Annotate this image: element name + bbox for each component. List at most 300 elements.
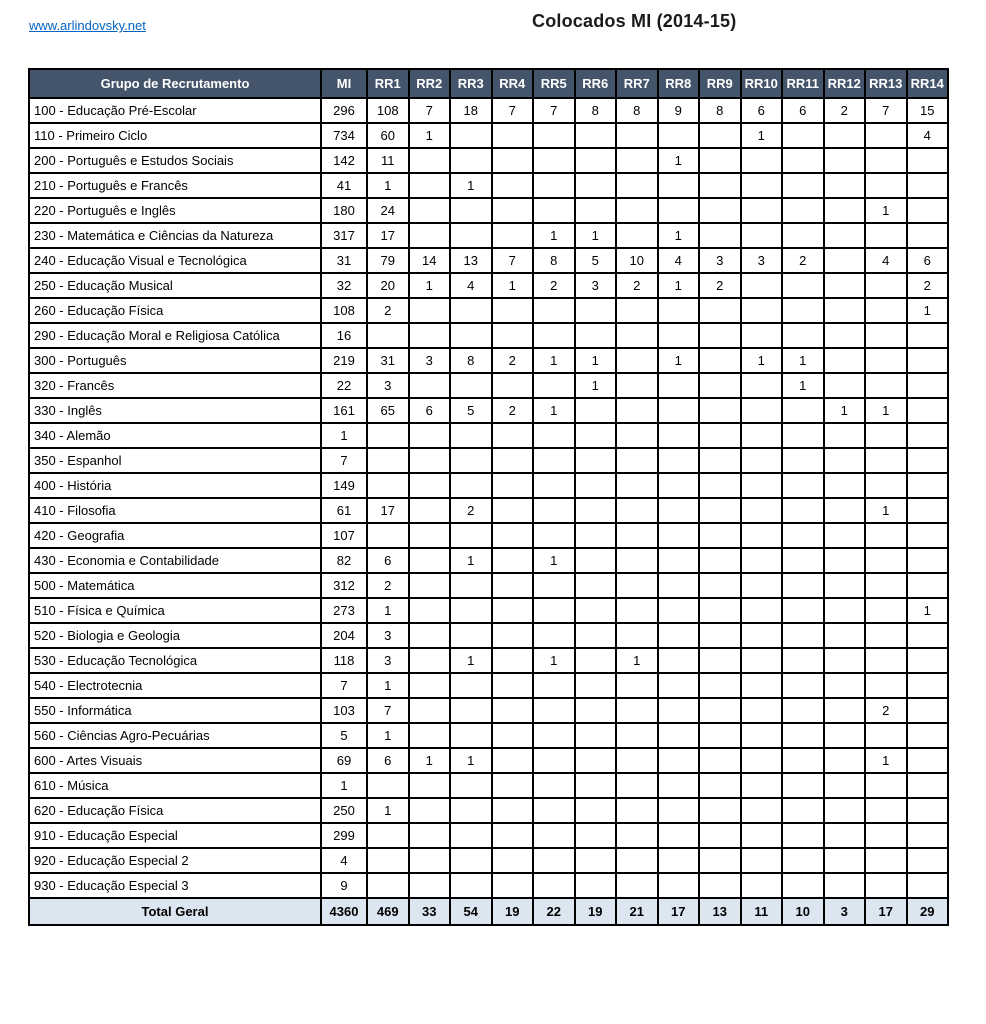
value-cell xyxy=(824,673,866,698)
value-cell xyxy=(450,598,492,623)
value-cell xyxy=(824,798,866,823)
value-cell xyxy=(658,423,700,448)
row-label: 220 - Português e Inglês xyxy=(29,198,321,223)
column-header-rr2: RR2 xyxy=(409,69,451,98)
table-row xyxy=(29,323,948,348)
value-cell: 1 xyxy=(824,398,866,423)
value-cell xyxy=(409,298,451,323)
value-cell: 1 xyxy=(533,548,575,573)
value-cell xyxy=(492,748,534,773)
table-row xyxy=(29,798,948,823)
column-header-rr5: RR5 xyxy=(533,69,575,98)
value-cell: 2 xyxy=(450,498,492,523)
column-header-rr14: RR14 xyxy=(907,69,949,98)
value-cell xyxy=(699,823,741,848)
value-cell xyxy=(658,723,700,748)
value-cell xyxy=(492,298,534,323)
value-cell: 1 xyxy=(575,373,617,398)
value-cell xyxy=(782,598,824,623)
value-cell xyxy=(575,123,617,148)
value-cell xyxy=(450,198,492,223)
row-label: 920 - Educação Especial 2 xyxy=(29,848,321,873)
value-cell: 7 xyxy=(533,98,575,123)
value-cell xyxy=(907,473,949,498)
value-cell xyxy=(533,873,575,898)
value-cell: 1 xyxy=(450,648,492,673)
value-cell xyxy=(824,298,866,323)
value-cell xyxy=(450,223,492,248)
value-cell xyxy=(492,148,534,173)
table-row xyxy=(29,748,948,773)
value-cell xyxy=(450,873,492,898)
value-cell xyxy=(782,473,824,498)
value-cell xyxy=(492,823,534,848)
value-cell: 1 xyxy=(865,748,907,773)
value-cell xyxy=(658,548,700,573)
value-cell xyxy=(865,823,907,848)
value-cell xyxy=(824,523,866,548)
value-cell: 1 xyxy=(409,273,451,298)
value-cell: 3 xyxy=(699,248,741,273)
row-label: 500 - Matemática xyxy=(29,573,321,598)
value-cell xyxy=(741,798,783,823)
value-cell xyxy=(575,723,617,748)
value-cell xyxy=(450,373,492,398)
column-header-rr3: RR3 xyxy=(450,69,492,98)
total-value-cell: 469 xyxy=(367,898,409,925)
value-cell: 8 xyxy=(616,98,658,123)
value-cell xyxy=(533,448,575,473)
value-cell: 17 xyxy=(367,498,409,523)
value-cell xyxy=(616,698,658,723)
value-cell: 31 xyxy=(367,348,409,373)
value-cell: 1 xyxy=(367,798,409,823)
column-header-grupo: Grupo de Recrutamento xyxy=(29,69,321,98)
total-value-cell: 33 xyxy=(409,898,451,925)
value-cell xyxy=(824,873,866,898)
value-cell xyxy=(575,623,617,648)
value-cell: 1 xyxy=(492,273,534,298)
value-cell xyxy=(699,598,741,623)
value-cell xyxy=(616,173,658,198)
value-cell xyxy=(492,173,534,198)
value-cell: 103 xyxy=(321,698,367,723)
row-label: 620 - Educação Física xyxy=(29,798,321,823)
value-cell xyxy=(533,623,575,648)
row-label: 560 - Ciências Agro-Pecuárias xyxy=(29,723,321,748)
value-cell: 108 xyxy=(367,98,409,123)
value-cell xyxy=(658,848,700,873)
value-cell xyxy=(782,798,824,823)
site-link[interactable]: www.arlindovsky.net xyxy=(29,18,146,33)
value-cell: 18 xyxy=(450,98,492,123)
total-value-cell: 54 xyxy=(450,898,492,925)
value-cell xyxy=(865,173,907,198)
value-cell xyxy=(741,623,783,648)
value-cell: 180 xyxy=(321,198,367,223)
value-cell xyxy=(699,448,741,473)
value-cell xyxy=(492,673,534,698)
value-cell xyxy=(575,773,617,798)
value-cell xyxy=(575,198,617,223)
value-cell xyxy=(741,498,783,523)
value-cell: 2 xyxy=(865,698,907,723)
table-row xyxy=(29,173,948,198)
total-value-cell: 3 xyxy=(824,898,866,925)
value-cell xyxy=(616,773,658,798)
value-cell: 7 xyxy=(865,98,907,123)
value-cell xyxy=(907,673,949,698)
value-cell: 1 xyxy=(782,348,824,373)
value-cell xyxy=(782,773,824,798)
value-cell xyxy=(741,373,783,398)
value-cell xyxy=(533,173,575,198)
table-row xyxy=(29,848,948,873)
value-cell xyxy=(824,273,866,298)
row-label: 910 - Educação Especial xyxy=(29,823,321,848)
value-cell xyxy=(907,398,949,423)
value-cell: 8 xyxy=(699,98,741,123)
row-label: 260 - Educação Física xyxy=(29,298,321,323)
value-cell xyxy=(533,123,575,148)
value-cell xyxy=(699,648,741,673)
value-cell xyxy=(782,448,824,473)
value-cell xyxy=(699,798,741,823)
value-cell: 1 xyxy=(533,348,575,373)
value-cell: 32 xyxy=(321,273,367,298)
value-cell xyxy=(782,873,824,898)
value-cell: 1 xyxy=(367,673,409,698)
table-row xyxy=(29,548,948,573)
value-cell xyxy=(658,398,700,423)
table-row xyxy=(29,823,948,848)
value-cell: 317 xyxy=(321,223,367,248)
value-cell xyxy=(575,748,617,773)
value-cell: 7 xyxy=(367,698,409,723)
value-cell xyxy=(492,448,534,473)
value-cell xyxy=(533,423,575,448)
value-cell: 22 xyxy=(321,373,367,398)
value-cell: 2 xyxy=(616,273,658,298)
value-cell xyxy=(450,298,492,323)
value-cell xyxy=(907,723,949,748)
value-cell: 161 xyxy=(321,398,367,423)
value-cell xyxy=(575,323,617,348)
value-cell: 1 xyxy=(658,273,700,298)
value-cell xyxy=(782,173,824,198)
value-cell xyxy=(699,423,741,448)
value-cell: 17 xyxy=(367,223,409,248)
value-cell xyxy=(741,598,783,623)
value-cell: 312 xyxy=(321,573,367,598)
value-cell: 8 xyxy=(575,98,617,123)
row-label: 340 - Alemão xyxy=(29,423,321,448)
value-cell xyxy=(907,698,949,723)
value-cell xyxy=(450,773,492,798)
value-cell xyxy=(741,748,783,773)
value-cell: 1 xyxy=(658,223,700,248)
value-cell xyxy=(907,773,949,798)
value-cell xyxy=(699,873,741,898)
value-cell: 1 xyxy=(575,223,617,248)
value-cell: 273 xyxy=(321,598,367,623)
value-cell xyxy=(741,648,783,673)
value-cell xyxy=(741,473,783,498)
value-cell xyxy=(616,373,658,398)
value-cell xyxy=(699,698,741,723)
value-cell xyxy=(450,723,492,748)
table-row xyxy=(29,723,948,748)
value-cell xyxy=(824,648,866,673)
value-cell xyxy=(865,548,907,573)
value-cell xyxy=(575,873,617,898)
value-cell xyxy=(658,648,700,673)
value-cell: 20 xyxy=(367,273,409,298)
value-cell xyxy=(658,448,700,473)
value-cell: 1 xyxy=(450,748,492,773)
value-cell xyxy=(533,523,575,548)
value-cell xyxy=(782,323,824,348)
value-cell xyxy=(741,573,783,598)
table-row xyxy=(29,398,948,423)
value-cell xyxy=(450,423,492,448)
value-cell xyxy=(658,873,700,898)
column-header-rr8: RR8 xyxy=(658,69,700,98)
value-cell xyxy=(741,698,783,723)
total-value-cell: 10 xyxy=(782,898,824,925)
value-cell xyxy=(409,623,451,648)
value-cell xyxy=(616,498,658,523)
value-cell: 204 xyxy=(321,623,367,648)
value-cell xyxy=(409,173,451,198)
value-cell xyxy=(450,798,492,823)
value-cell: 16 xyxy=(321,323,367,348)
value-cell xyxy=(824,848,866,873)
value-cell: 1 xyxy=(321,423,367,448)
value-cell xyxy=(699,223,741,248)
value-cell xyxy=(533,723,575,748)
value-cell: 6 xyxy=(367,548,409,573)
value-cell xyxy=(658,198,700,223)
value-cell xyxy=(575,548,617,573)
value-cell: 3 xyxy=(409,348,451,373)
value-cell: 6 xyxy=(367,748,409,773)
value-cell xyxy=(782,298,824,323)
value-cell: 14 xyxy=(409,248,451,273)
table-row xyxy=(29,448,948,473)
value-cell xyxy=(616,823,658,848)
column-header-rr7: RR7 xyxy=(616,69,658,98)
value-cell xyxy=(492,573,534,598)
value-cell xyxy=(824,173,866,198)
value-cell: 149 xyxy=(321,473,367,498)
value-cell xyxy=(409,373,451,398)
value-cell xyxy=(824,773,866,798)
value-cell xyxy=(409,498,451,523)
value-cell xyxy=(533,598,575,623)
value-cell xyxy=(658,598,700,623)
value-cell xyxy=(658,173,700,198)
value-cell xyxy=(492,873,534,898)
value-cell xyxy=(658,298,700,323)
table-row xyxy=(29,598,948,623)
value-cell xyxy=(450,573,492,598)
row-label: 110 - Primeiro Ciclo xyxy=(29,123,321,148)
value-cell: 1 xyxy=(865,498,907,523)
value-cell: 1 xyxy=(741,123,783,148)
value-cell xyxy=(575,798,617,823)
value-cell xyxy=(533,673,575,698)
value-cell xyxy=(575,473,617,498)
table-row xyxy=(29,423,948,448)
row-label: 100 - Educação Pré-Escolar xyxy=(29,98,321,123)
value-cell xyxy=(865,798,907,823)
value-cell xyxy=(409,148,451,173)
table-row xyxy=(29,248,948,273)
value-cell xyxy=(824,423,866,448)
value-cell xyxy=(824,623,866,648)
value-cell xyxy=(699,573,741,598)
value-cell xyxy=(658,773,700,798)
value-cell xyxy=(616,348,658,373)
value-cell xyxy=(741,723,783,748)
value-cell xyxy=(409,223,451,248)
value-cell xyxy=(907,873,949,898)
table-row xyxy=(29,523,948,548)
value-cell xyxy=(616,398,658,423)
value-cell: 4 xyxy=(907,123,949,148)
total-label: Total Geral xyxy=(29,898,321,925)
value-cell xyxy=(409,523,451,548)
table-row xyxy=(29,273,948,298)
value-cell xyxy=(741,198,783,223)
value-cell xyxy=(409,323,451,348)
value-cell xyxy=(616,573,658,598)
value-cell xyxy=(367,848,409,873)
value-cell xyxy=(533,373,575,398)
value-cell xyxy=(699,298,741,323)
value-cell xyxy=(367,873,409,898)
value-cell xyxy=(741,398,783,423)
value-cell xyxy=(782,423,824,448)
value-cell xyxy=(616,448,658,473)
value-cell xyxy=(824,373,866,398)
value-cell xyxy=(741,848,783,873)
value-cell xyxy=(492,648,534,673)
value-cell xyxy=(492,473,534,498)
value-cell: 1 xyxy=(907,598,949,623)
value-cell xyxy=(907,148,949,173)
value-cell xyxy=(907,448,949,473)
value-cell xyxy=(658,798,700,823)
value-cell xyxy=(658,623,700,648)
value-cell: 2 xyxy=(782,248,824,273)
value-cell xyxy=(492,598,534,623)
value-cell xyxy=(450,473,492,498)
value-cell xyxy=(658,123,700,148)
value-cell: 13 xyxy=(450,248,492,273)
value-cell: 1 xyxy=(658,148,700,173)
value-cell xyxy=(575,523,617,548)
value-cell xyxy=(824,248,866,273)
value-cell xyxy=(533,473,575,498)
value-cell xyxy=(533,323,575,348)
value-cell xyxy=(865,373,907,398)
total-value-cell: 19 xyxy=(492,898,534,925)
value-cell: 1 xyxy=(907,298,949,323)
value-cell xyxy=(865,848,907,873)
value-cell xyxy=(741,773,783,798)
value-cell: 1 xyxy=(450,173,492,198)
value-cell: 219 xyxy=(321,348,367,373)
value-cell: 108 xyxy=(321,298,367,323)
value-cell xyxy=(616,673,658,698)
value-cell xyxy=(782,223,824,248)
value-cell: 6 xyxy=(741,98,783,123)
value-cell xyxy=(741,448,783,473)
table-row xyxy=(29,223,948,248)
value-cell xyxy=(782,523,824,548)
total-row xyxy=(29,898,948,925)
column-header-mi: MI xyxy=(321,69,367,98)
value-cell xyxy=(616,623,658,648)
value-cell xyxy=(782,673,824,698)
value-cell xyxy=(865,273,907,298)
value-cell xyxy=(616,798,658,823)
value-cell xyxy=(492,123,534,148)
value-cell: 5 xyxy=(575,248,617,273)
value-cell xyxy=(533,823,575,848)
value-cell xyxy=(782,823,824,848)
value-cell xyxy=(865,523,907,548)
value-cell: 8 xyxy=(533,248,575,273)
table-row xyxy=(29,873,948,898)
value-cell: 2 xyxy=(367,298,409,323)
value-cell xyxy=(699,773,741,798)
value-cell xyxy=(865,348,907,373)
value-cell xyxy=(782,398,824,423)
value-cell xyxy=(865,873,907,898)
row-label: 350 - Espanhol xyxy=(29,448,321,473)
value-cell xyxy=(450,448,492,473)
value-cell: 82 xyxy=(321,548,367,573)
column-header-rr12: RR12 xyxy=(824,69,866,98)
value-cell: 6 xyxy=(409,398,451,423)
value-cell xyxy=(616,423,658,448)
value-cell xyxy=(450,823,492,848)
value-cell: 2 xyxy=(492,348,534,373)
value-cell xyxy=(865,423,907,448)
total-value-cell: 11 xyxy=(741,898,783,925)
row-label: 250 - Educação Musical xyxy=(29,273,321,298)
value-cell xyxy=(907,323,949,348)
value-cell xyxy=(616,523,658,548)
table-row xyxy=(29,148,948,173)
value-cell xyxy=(367,423,409,448)
value-cell xyxy=(824,473,866,498)
value-cell xyxy=(824,198,866,223)
value-cell: 299 xyxy=(321,823,367,848)
table-row xyxy=(29,373,948,398)
value-cell xyxy=(658,473,700,498)
value-cell: 5 xyxy=(450,398,492,423)
column-header-rr11: RR11 xyxy=(782,69,824,98)
value-cell xyxy=(824,748,866,773)
value-cell xyxy=(824,598,866,623)
value-cell: 1 xyxy=(367,173,409,198)
value-cell: 65 xyxy=(367,398,409,423)
value-cell: 41 xyxy=(321,173,367,198)
